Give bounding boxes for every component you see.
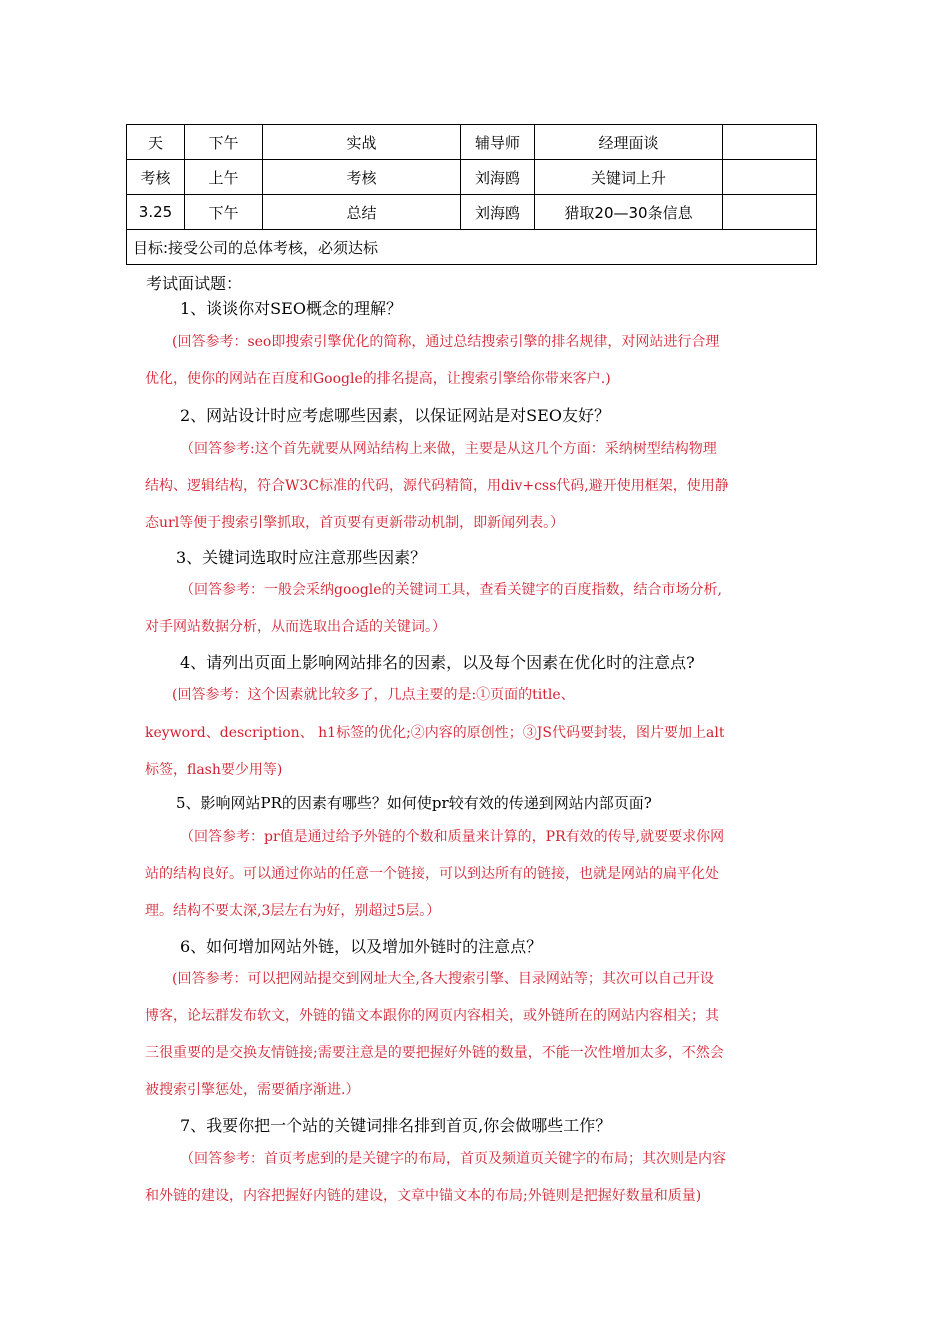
answer-3-line-1: （回答参考：一般会采纳google的关键词工具，查看关键字的百度指数，结合市场分析, bbox=[180, 582, 722, 598]
table-cell: 考核 bbox=[127, 160, 185, 195]
table-cell: 考核 bbox=[263, 160, 461, 195]
table-cell: 天 bbox=[127, 125, 185, 160]
table-cell: 3.25 bbox=[127, 195, 185, 230]
answer-2-line-3: 态url等便于搜索引擎抓取，首页要有更新带动机制，即新闻列表。） bbox=[145, 515, 565, 531]
answer-1-line-2: 优化，使你的网站在百度和Google的排名提高，让搜索引擎给你带来客户.) bbox=[145, 371, 611, 387]
answer-5-line-3: 理。结构不要太深,3层左右为好，别超过5层。） bbox=[145, 903, 441, 919]
answer-6-line-2: 博客，论坛群发布软文，外链的锚文本跟你的网页内容相关，或外链所在的网站内容相关；其 bbox=[145, 1008, 719, 1024]
table-cell: 关键词上升 bbox=[535, 160, 723, 195]
schedule-table bbox=[126, 124, 817, 265]
question-2: 2、网站设计时应考虑哪些因素，以保证网站是对SEO友好？ bbox=[180, 406, 610, 425]
answer-6-line-3: 三很重要的是交换友情链接;需要注意是的要把握好外链的数量，不能一次性增加太多，不然会 bbox=[145, 1045, 724, 1061]
table-row bbox=[127, 195, 817, 230]
answer-7-line-1: （回答参考：首页考虑到的是关键字的布局，首页及频道页关键字的布局；其次则是内容 bbox=[180, 1151, 726, 1167]
answer-7-line-2: 和外链的建设，内容把握好内链的建设，文章中锚文本的布局;外链则是把握好数量和质量) bbox=[145, 1188, 702, 1204]
table-cell: 上午 bbox=[185, 160, 263, 195]
question-4: 4、请列出页面上影响网站排名的因素，以及每个因素在优化时的注意点? bbox=[180, 653, 695, 672]
table-cell bbox=[723, 160, 817, 195]
section-heading: 考试面试题： bbox=[146, 274, 243, 293]
table-cell bbox=[723, 125, 817, 160]
answer-4-line-1: (回答参考：这个因素就比较多了，几点主要的是:①页面的title、 bbox=[172, 687, 575, 703]
table-cell: 刘海鸥 bbox=[461, 160, 535, 195]
table-cell: 下午 bbox=[185, 125, 263, 160]
table-cell: 总结 bbox=[263, 195, 461, 230]
table-cell: 猎取20—30条信息 bbox=[535, 195, 723, 230]
table-cell bbox=[723, 195, 817, 230]
table-cell: 经理面谈 bbox=[535, 125, 723, 160]
goal-cell: 目标:接受公司的总体考核，必须达标 bbox=[127, 230, 817, 265]
question-1: 1、谈谈你对SEO概念的理解？ bbox=[180, 299, 402, 318]
question-6: 6、如何增加网站外链，以及增加外链时的注意点？ bbox=[180, 937, 543, 956]
answer-6-line-4: 被搜索引擎惩处，需要循序渐进.） bbox=[145, 1082, 360, 1098]
table-row bbox=[127, 230, 817, 265]
answer-1-line-1: (回答参考：seo即搜索引擎优化的简称，通过总结搜索引擎的排名规律，对网站进行合理 bbox=[172, 334, 720, 350]
answer-5-line-1: （回答参考：pr值是通过给予外链的个数和质量来计算的，PR有效的传导,就要要求你网 bbox=[180, 829, 725, 845]
answer-2-line-1: （回答参考:这个首先就要从网站结构上来做，主要是从这几个方面：采纳树型结构物理 bbox=[180, 441, 717, 457]
question-7: 7、我要你把一个站的关键词排名排到首页,你会做哪些工作？ bbox=[180, 1116, 612, 1135]
table-cell: 下午 bbox=[185, 195, 263, 230]
question-5: 5、影响网站PR的因素有哪些？如何使pr较有效的传递到网站内部页面? bbox=[176, 794, 652, 812]
answer-4-line-3: 标签，flash要少用等) bbox=[145, 762, 283, 778]
answer-3-line-2: 对手网站数据分析，从而选取出合适的关键词。） bbox=[145, 619, 446, 635]
answer-2-line-2: 结构、逻辑结构，符合W3C标准的代码，源代码精简，用div+css代码,避开使用框架，使用静 bbox=[145, 478, 729, 494]
table-row bbox=[127, 125, 817, 160]
answer-6-line-1: (回答参考：可以把网站提交到网址大全,各大搜索引擎、目录网站等；其次可以自己开设 bbox=[172, 971, 714, 987]
table-row bbox=[127, 160, 817, 195]
table-cell: 实战 bbox=[263, 125, 461, 160]
answer-5-line-2: 站的结构良好。可以通过你站的任意一个链接，可以到达所有的链接，也就是网站的扁平化处 bbox=[145, 866, 719, 882]
table-cell: 刘海鸥 bbox=[461, 195, 535, 230]
answer-4-line-2: keyword、description、 h1标签的优化;②内容的原创性；③JS代码要封装，图片要加上alt bbox=[145, 725, 725, 741]
question-3: 3、关键词选取时应注意那些因素？ bbox=[176, 548, 427, 567]
table-cell: 辅导师 bbox=[461, 125, 535, 160]
